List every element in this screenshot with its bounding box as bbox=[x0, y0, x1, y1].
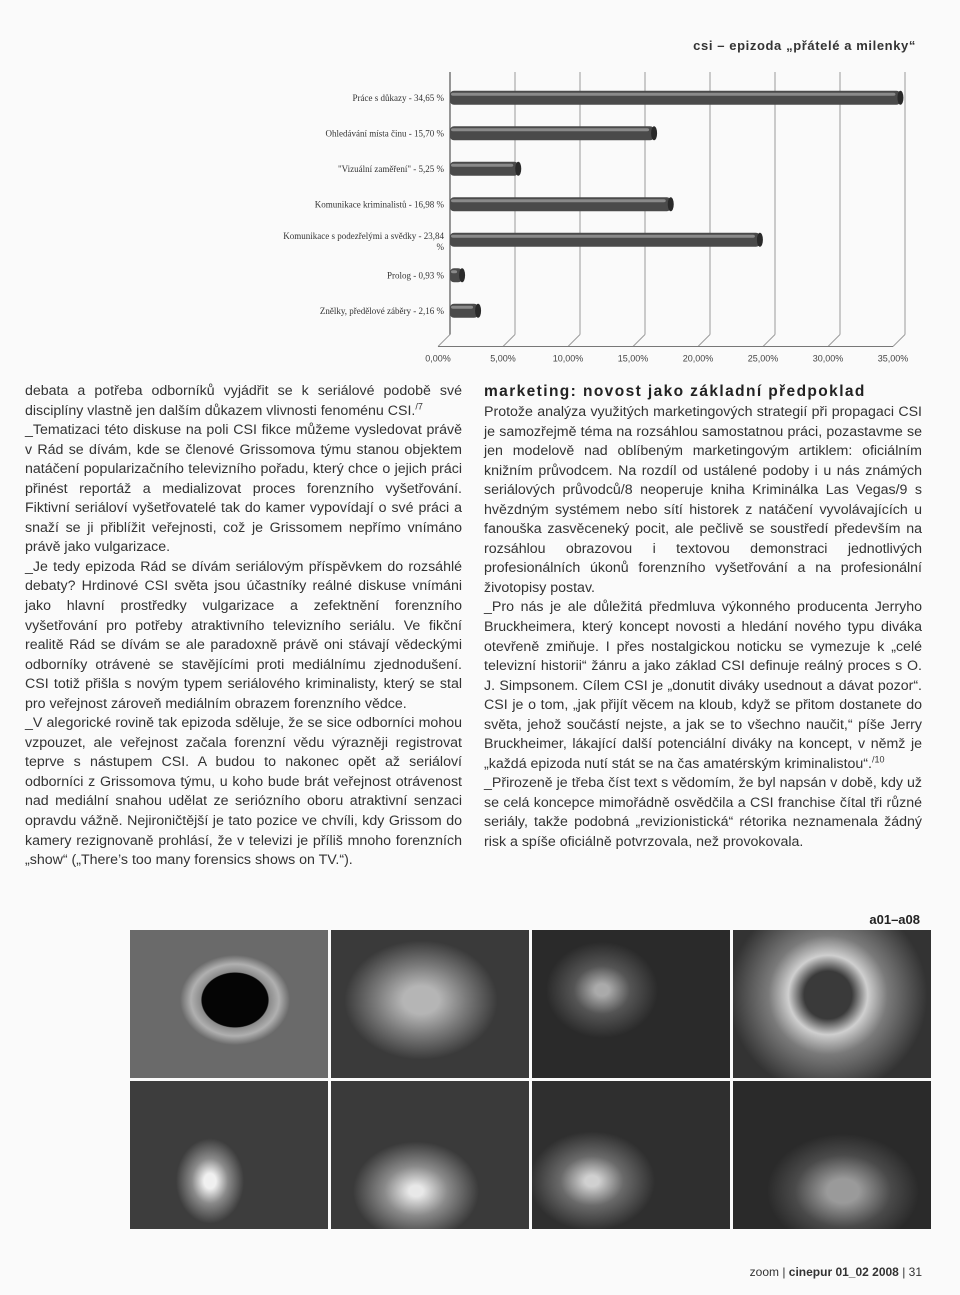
category-label: Práce s důkazy - 34,65 % bbox=[352, 92, 444, 103]
image-strip-label: a01–a08 bbox=[869, 912, 920, 927]
floor-line bbox=[503, 335, 515, 347]
image-a07 bbox=[532, 1081, 730, 1229]
bar-cap bbox=[757, 233, 763, 247]
category-label: "Vizuální zaměření" - 5,25 % bbox=[337, 163, 444, 174]
x-tick-label: 5,00% bbox=[490, 353, 516, 364]
category-label: Znělky, předělové záběry - 2,16 % bbox=[319, 305, 444, 316]
bar-highlight bbox=[451, 164, 513, 167]
image-a06 bbox=[331, 1081, 529, 1229]
image-a04 bbox=[733, 930, 931, 1078]
floor-line bbox=[828, 335, 840, 347]
bar-cap bbox=[475, 304, 481, 318]
image-a01 bbox=[130, 930, 328, 1078]
footnote-ref-10: /10 bbox=[871, 754, 885, 765]
floor-line bbox=[893, 335, 905, 347]
bar-highlight bbox=[451, 93, 895, 96]
paragraph-4: _V alegorické rovině tak epizoda sděluje, že se sice odborníci mohou vzpouzet, ale veřejnost začala forenzní vědu výrazněji registrovat teprve s nástupem CSI. A budou to nakonec opět až seriáloví odborníci z Grissomova týmu, u koho bude brát veřejnost otrávenost nad mediální snahou udělat ze seriózního oboru atraktivní senzaci opravdu vážně. Nejironičtější je tato pozice ve chvíli, kdy Grissom do kamery rezignovaně prohlásí, že v televizi je příliš mnoho forenzních „show“ („There’s too many forensics shows on TV.“). bbox=[25, 715, 462, 869]
footnote-ref-7: /7 bbox=[415, 400, 423, 411]
paragraph-7: _Přirozeně je třeba číst text s vědomím, že byl napsán v době, kdy už se celá koncepce mimořádně osvědčila a CSI franchise čítal tři různé seriály, takže podobná „revizionistická“ rétorika neznamenala žádný risk a spíše oficiálně potvrzovala, než provokovala. bbox=[484, 775, 922, 851]
bar-highlight bbox=[451, 128, 649, 131]
page-header: csi – epizoda „přátelé a milenky“ bbox=[693, 38, 916, 53]
image-a05 bbox=[130, 1081, 328, 1229]
page-footer: zoom | cinepur 01_02 2008 | 31 bbox=[749, 1265, 922, 1279]
floor-line bbox=[763, 335, 775, 347]
bar-highlight bbox=[451, 199, 666, 202]
image-a03 bbox=[532, 930, 730, 1078]
floor-line bbox=[698, 335, 710, 347]
category-label: Prolog - 0,93 % bbox=[387, 270, 444, 281]
paragraph-3: _Je tedy epizoda Rád se dívám seriálovým příspěvkem do rozsáhlé debaty? Hrdinové CSI světa jsou účastníky reálné diskuse vnímáni jako hlavní prostředky vulgarizace a zefektnění forenzního vyšetřování pro potřeby atraktivního televizního seriálu. Ve fikční realitě Rád se dívám se ale paradoxně právě oni stávají vědeckými odborníky otrávenė se stavějícími proti mediálnímu zjednodušení. CSI totiž přišla s novým typem seriálového kriminalisty, který se stal pro veřejnost zároveň mediálním obrazem forenzního vědce. bbox=[25, 558, 462, 712]
image-a08 bbox=[733, 1081, 931, 1229]
bar-highlight bbox=[451, 235, 755, 238]
bar-cap bbox=[651, 126, 657, 140]
bar-cap bbox=[668, 197, 674, 211]
paragraph-5: Protože analýza využitých marketingových strategií při propagaci CSI je samozřejmě téma na rozsáhlou samostatnou práci, pozastavme se jen modelově nad oblíbeným marketingovým artiklem: oficiálním knižním průvodcem. Na rozdíl od ustálené podoby i u nás známých seriálových průvodců/8 neoperuje kniha Kriminálka Las Vegas/9 s hvězdným systémem nebo sítí historek z natáčení vyvolávajících u fanouška zasvěceneký pocit, ale pečlivě se soustředí především na rozsáhlou obrazovou i textovou demonstraci jednotlivých profesionálních úkonů forenzního vyšetřování a na profesionální životopisy postav. bbox=[484, 404, 922, 596]
bar-cap bbox=[897, 91, 903, 105]
article-right-column bbox=[484, 382, 922, 853]
x-tick-label: 0,00% bbox=[425, 353, 451, 364]
floor-line bbox=[633, 335, 645, 347]
floor-line bbox=[438, 335, 450, 347]
x-tick-label: 35,00% bbox=[877, 353, 909, 364]
x-tick-label: 20,00% bbox=[682, 353, 714, 364]
x-tick-label: 10,00% bbox=[552, 353, 584, 364]
article-left-column bbox=[25, 382, 462, 871]
category-label: Ohledávání místa činu - 15,70 % bbox=[325, 128, 444, 139]
x-tick-label: 30,00% bbox=[812, 353, 844, 364]
paragraph-2: _Tematizaci této diskuse na poli CSI fikce můžeme vysledovat právě v Rád se dívám, kde se členové Grissomova týmu stanou objektem natáčení popularizačního televizního pořadu, který chce o jejich práci přinést reportáž a medializovat proces forenzního vyšetřování. Fiktivní seriáloví vyšetřovatelé tak do kamer vypovídají o své práci a snaží se ji přiblížit veřejnosti, což je Grissomem nepřímo vnímáno právě jako vulgarizace. bbox=[25, 422, 462, 556]
image-a02 bbox=[331, 930, 529, 1078]
category-label: Komunikace s podezřelými a svědky - 23,84 % bbox=[283, 230, 444, 252]
floor-line bbox=[568, 335, 580, 347]
bar-cap bbox=[459, 268, 465, 282]
image-grid bbox=[130, 930, 933, 1230]
section-heading: marketing: novost jako základní předpoklad bbox=[484, 383, 866, 400]
x-tick-label: 25,00% bbox=[747, 353, 779, 364]
paragraph-1: debata a potřeba odborníků vyjádřit se k seriálové podobě své disciplíny vlastně jen dalším důkazem vlivnosti fenoménu CSI.$^{/7}$ bbox=[25, 383, 462, 419]
bar-chart bbox=[0, 58, 960, 364]
bar-highlight bbox=[451, 270, 457, 273]
bar-cap bbox=[515, 162, 521, 176]
x-tick-label: 15,00% bbox=[617, 353, 649, 364]
category-label: Komunikace kriminalistů - 16,98 % bbox=[314, 199, 444, 210]
paragraph-6: _Pro nás je ale důležitá předmluva výkonného producenta Jerryho Bruckheimera, který koncept novosti a hledání nového typu diváka otevřeně zmiňuje. I přes nostalgickou noticku se vymezuje k „celé televizní historii“ žánru a jako základ CSI definuje reálný proces s O. J. Simpsonem. Cílem CSI je „donutit diváky usednout a dávat pozor“. CSI je o tom, „jak přijít věcem na kloub, když se přitom dostanete do světa, jehož součástí nejste, a jak se to všechno naučit,“ píše Jerry Bruckheimer, lákající další potenciální diváky na koncept, v němž je „každá epizoda nutí stát se na čas amatérským kriminalistou“.$^{/10}$ bbox=[484, 599, 922, 772]
bar-highlight bbox=[451, 306, 473, 309]
